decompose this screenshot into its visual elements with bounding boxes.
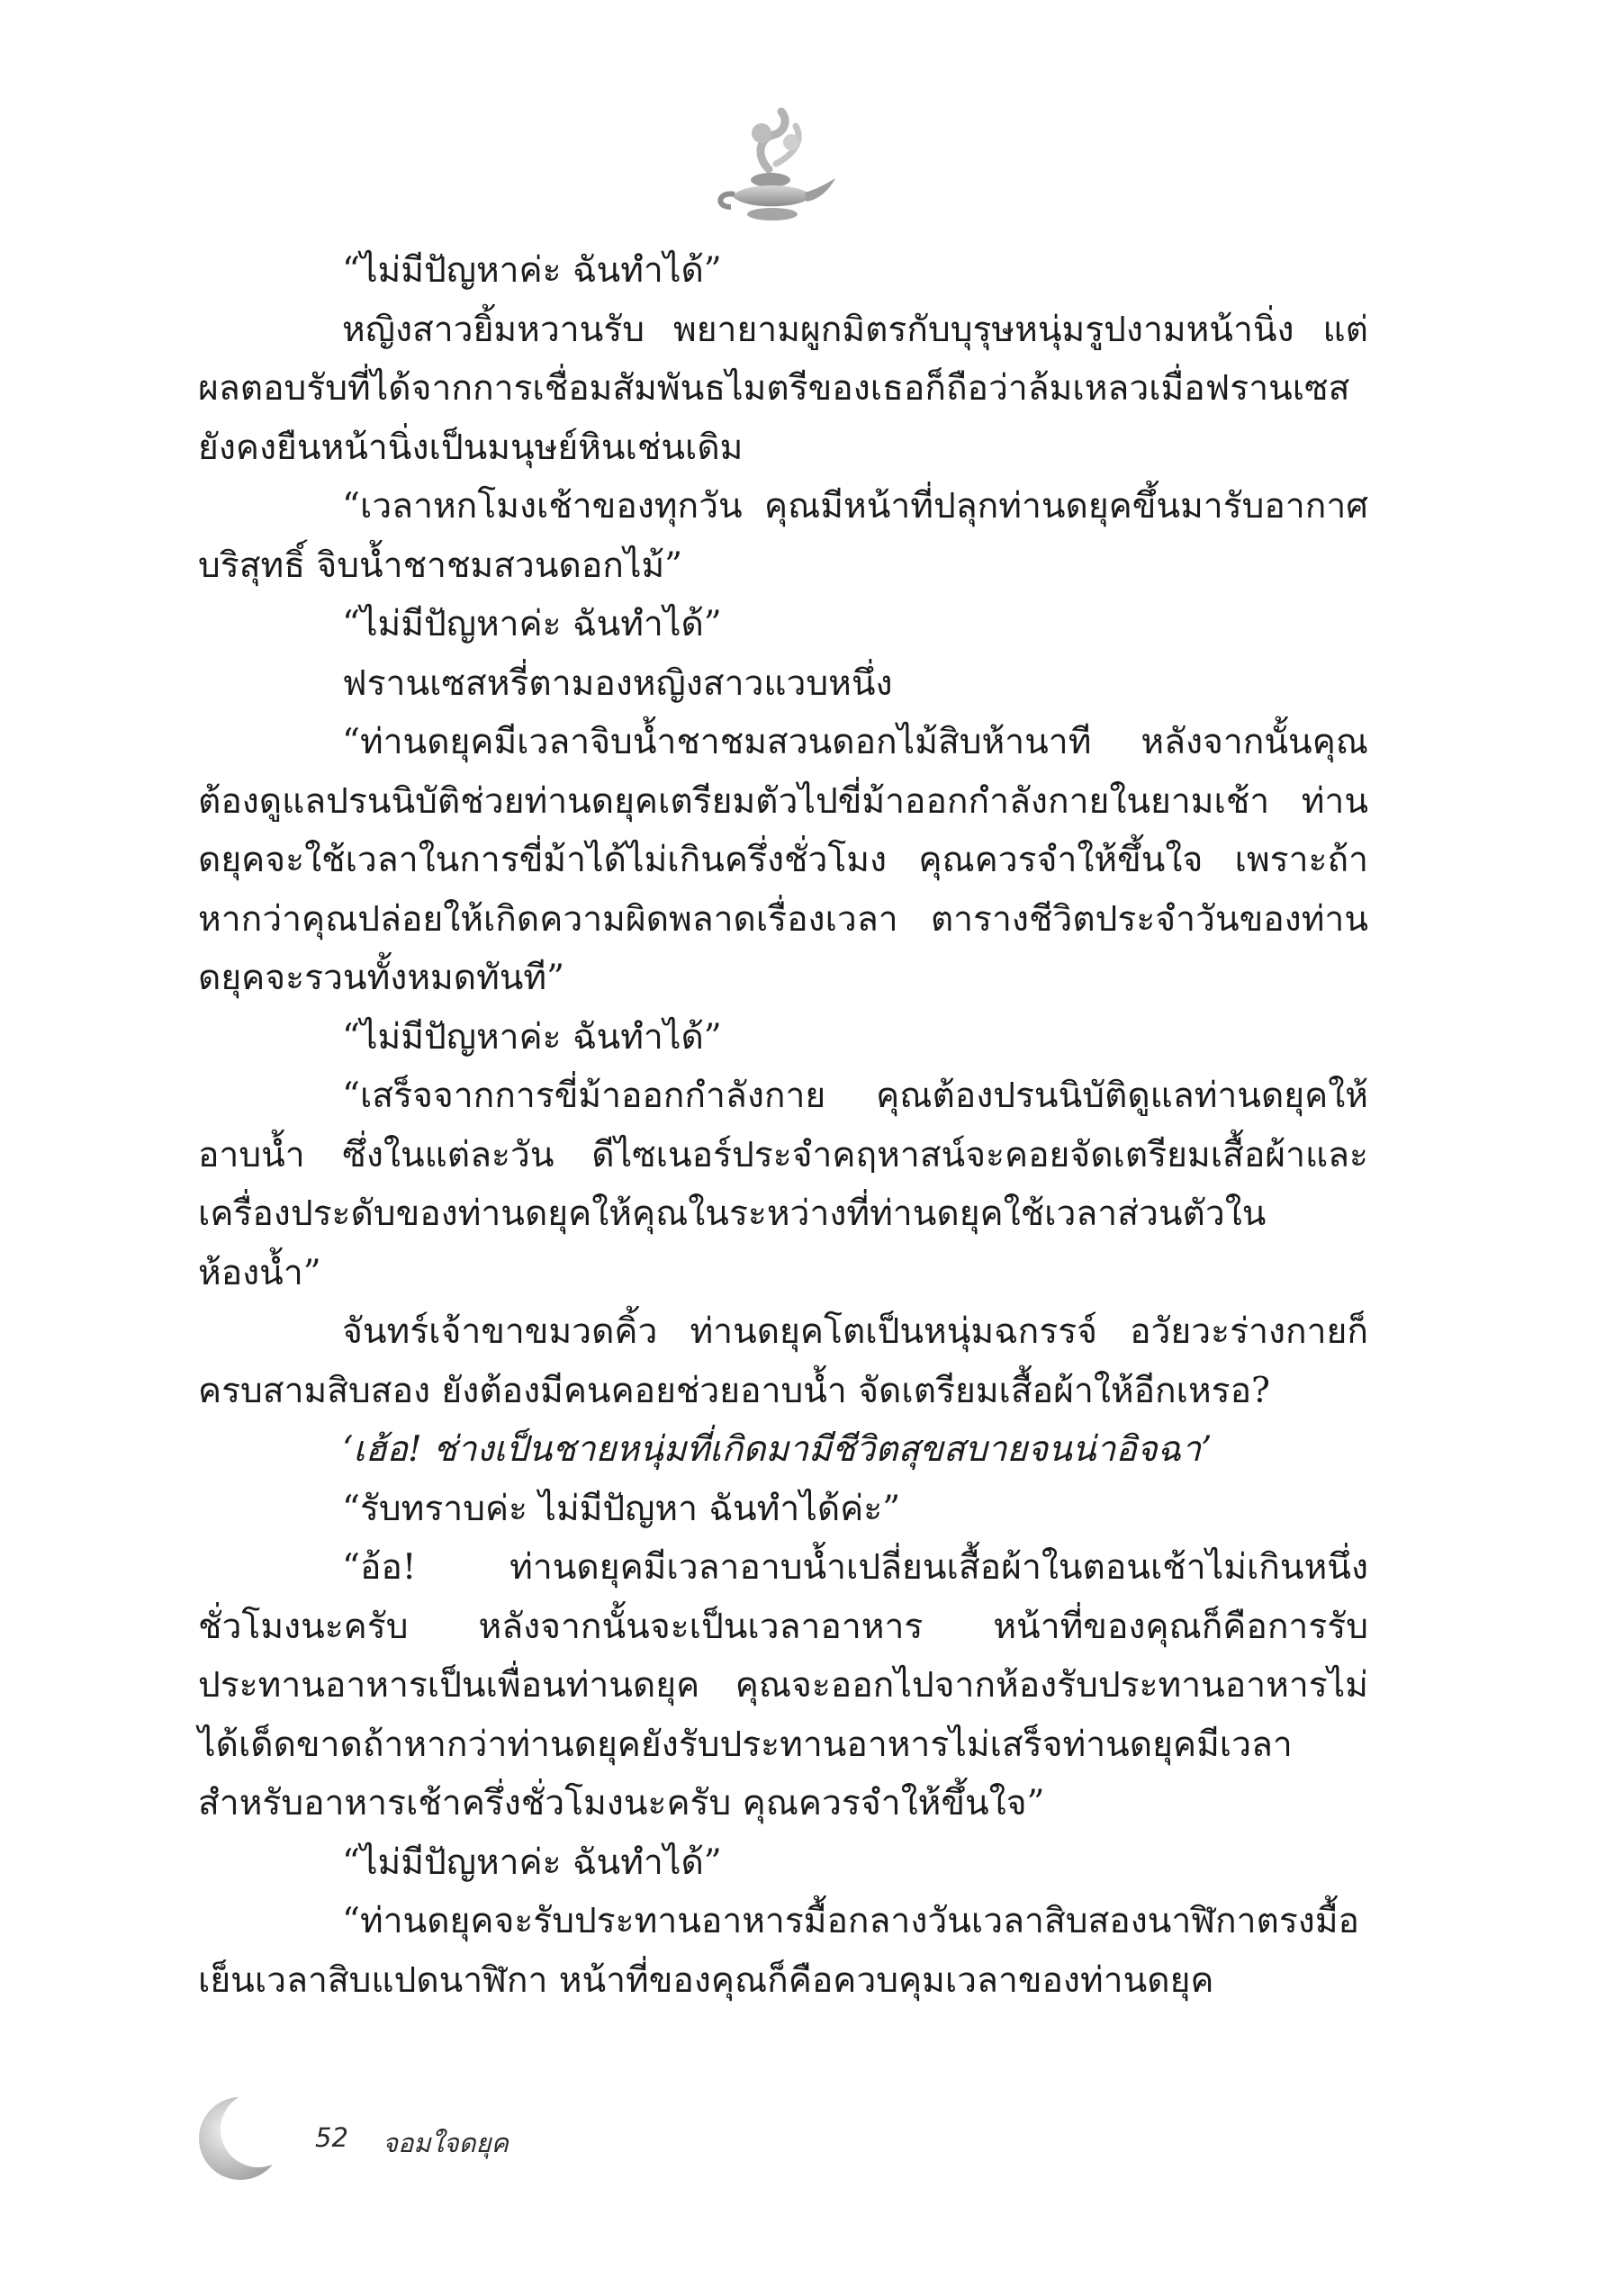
paragraph: “ไม่มีปัญหาค่ะ ฉันทำได้” — [342, 1016, 722, 1058]
paragraph: จันทร์เจ้าขาขมวดคิ้ว ท่านดยุคโตเป็นหนุ่มฉกรรจ์ อวัยวะร่างกายก็ครบสามสิบสอง ยังต้องมีคนคอยช่วยอาบน้ำ จัดเตรียมเสื้อผ้าให้อีกเหรอ? — [198, 1311, 1368, 1411]
paragraph-italic-thought: ‘เฮ้อ! ช่างเป็นชายหนุ่มที่เกิดมามีชีวิตสุขสบายจนน่าอิจฉา’ — [342, 1429, 1213, 1470]
paragraph: “ไม่มีปัญหาค่ะ ฉันทำได้” — [342, 1841, 722, 1883]
genie-lamp-icon — [706, 106, 841, 232]
book-title: จอมใจดยุค — [383, 2128, 509, 2158]
body-text — [198, 241, 1368, 2010]
paragraph: “เสร็จจากการขี่ม้าออกกำลังกาย คุณต้องปรนนิบัติดูแลท่านดยุคให้อาบน้ำ ซึ่งในแต่ละวัน ดีไซเนอร์ประจำคฤหาสน์จะคอยจัดเตรียมเสื้อผ้าและเครื่องประดับของท่านดยุคให้คุณในระหว่างที่ท่านดยุคใช้เวลาส่วนตัวในห้องน้ำ” — [198, 1076, 1368, 1293]
page-number: 52 — [315, 2122, 348, 2153]
page-footer — [194, 2088, 824, 2187]
paragraph: “รับทราบค่ะ ไม่มีปัญหา ฉันทำได้ค่ะ” — [342, 1488, 901, 1529]
crescent-moon-icon — [194, 2088, 293, 2187]
paragraph: “ท่านดยุคมีเวลาจิบน้ำชาชมสวนดอกไม้สิบห้านาที หลังจากนั้นคุณต้องดูแลปรนนิบัติช่วยท่านดยุคเตรียมตัวไปขี่ม้าออกกำลังกายในยามเช้า ท่านดยุคจะใช้เวลาในการขี่ม้าได้ไม่เกินครึ่งชั่วโมง คุณควรจำให้ขึ้นใจ เพราะถ้าหากว่าคุณปล่อยให้เกิดความผิดพลาดเรื่องเวลา ตารางชีวิตประจำวันของท่านดยุคจะรวนทั้งหมดทันที” — [198, 722, 1368, 998]
paragraph: “อ้อ! ท่านดยุคมีเวลาอาบน้ำเปลี่ยนเสื้อผ้าในตอนเช้าไม่เกินหนึ่งชั่วโมงนะครับ หลังจากนั้นจะเป็นเวลาอาหาร หน้าที่ของคุณก็คือการรับประทานอาหารเป็นเพื่อนท่านดยุค คุณจะออกไปจากห้องรับประทานอาหารไม่ได้เด็ดขาดถ้าหากว่าท่านดยุคยังรับประทานอาหารไม่เสร็จท่านดยุคมีเวลาสำหรับอาหารเช้าครึ่งชั่วโมงนะครับ คุณควรจำให้ขึ้นใจ” — [198, 1547, 1368, 1823]
paragraph: “ท่านดยุคจะรับประทานอาหารมื้อกลางวันเวลาสิบสองนาฬิกาตรงมื้อเย็นเวลาสิบแปดนาฬิกา หน้าที่ของคุณก็คือควบคุมเวลาของท่านดยุค — [198, 1901, 1359, 2001]
paragraph: “ไม่มีปัญหาค่ะ ฉันทำได้” — [342, 604, 722, 644]
paragraph: “ไม่มีปัญหาค่ะ ฉันทำได้” — [342, 250, 722, 291]
paragraph: หญิงสาวยิ้มหวานรับ พยายามผูกมิตรกับบุรุษหนุ่มรูปงามหน้านิ่ง แต่ผลตอบรับที่ได้จากการเชื่อมสัมพันธไมตรีของเธอก็ถือว่าล้มเหลวเมื่อฟรานเซสยังคงยืนหน้านิ่งเป็นมนุษย์หินเช่นเดิม — [198, 309, 1368, 468]
paragraph: “เวลาหกโมงเช้าของทุกวัน คุณมีหน้าที่ปลุกท่านดยุคขึ้นมารับอากาศบริสุทธิ์ จิบน้ำชาชมสวนดอกไม้” — [198, 486, 1368, 586]
paragraph: ฟรานเซสหรี่ตามองหญิงสาวแวบหนึ่ง — [342, 662, 893, 704]
